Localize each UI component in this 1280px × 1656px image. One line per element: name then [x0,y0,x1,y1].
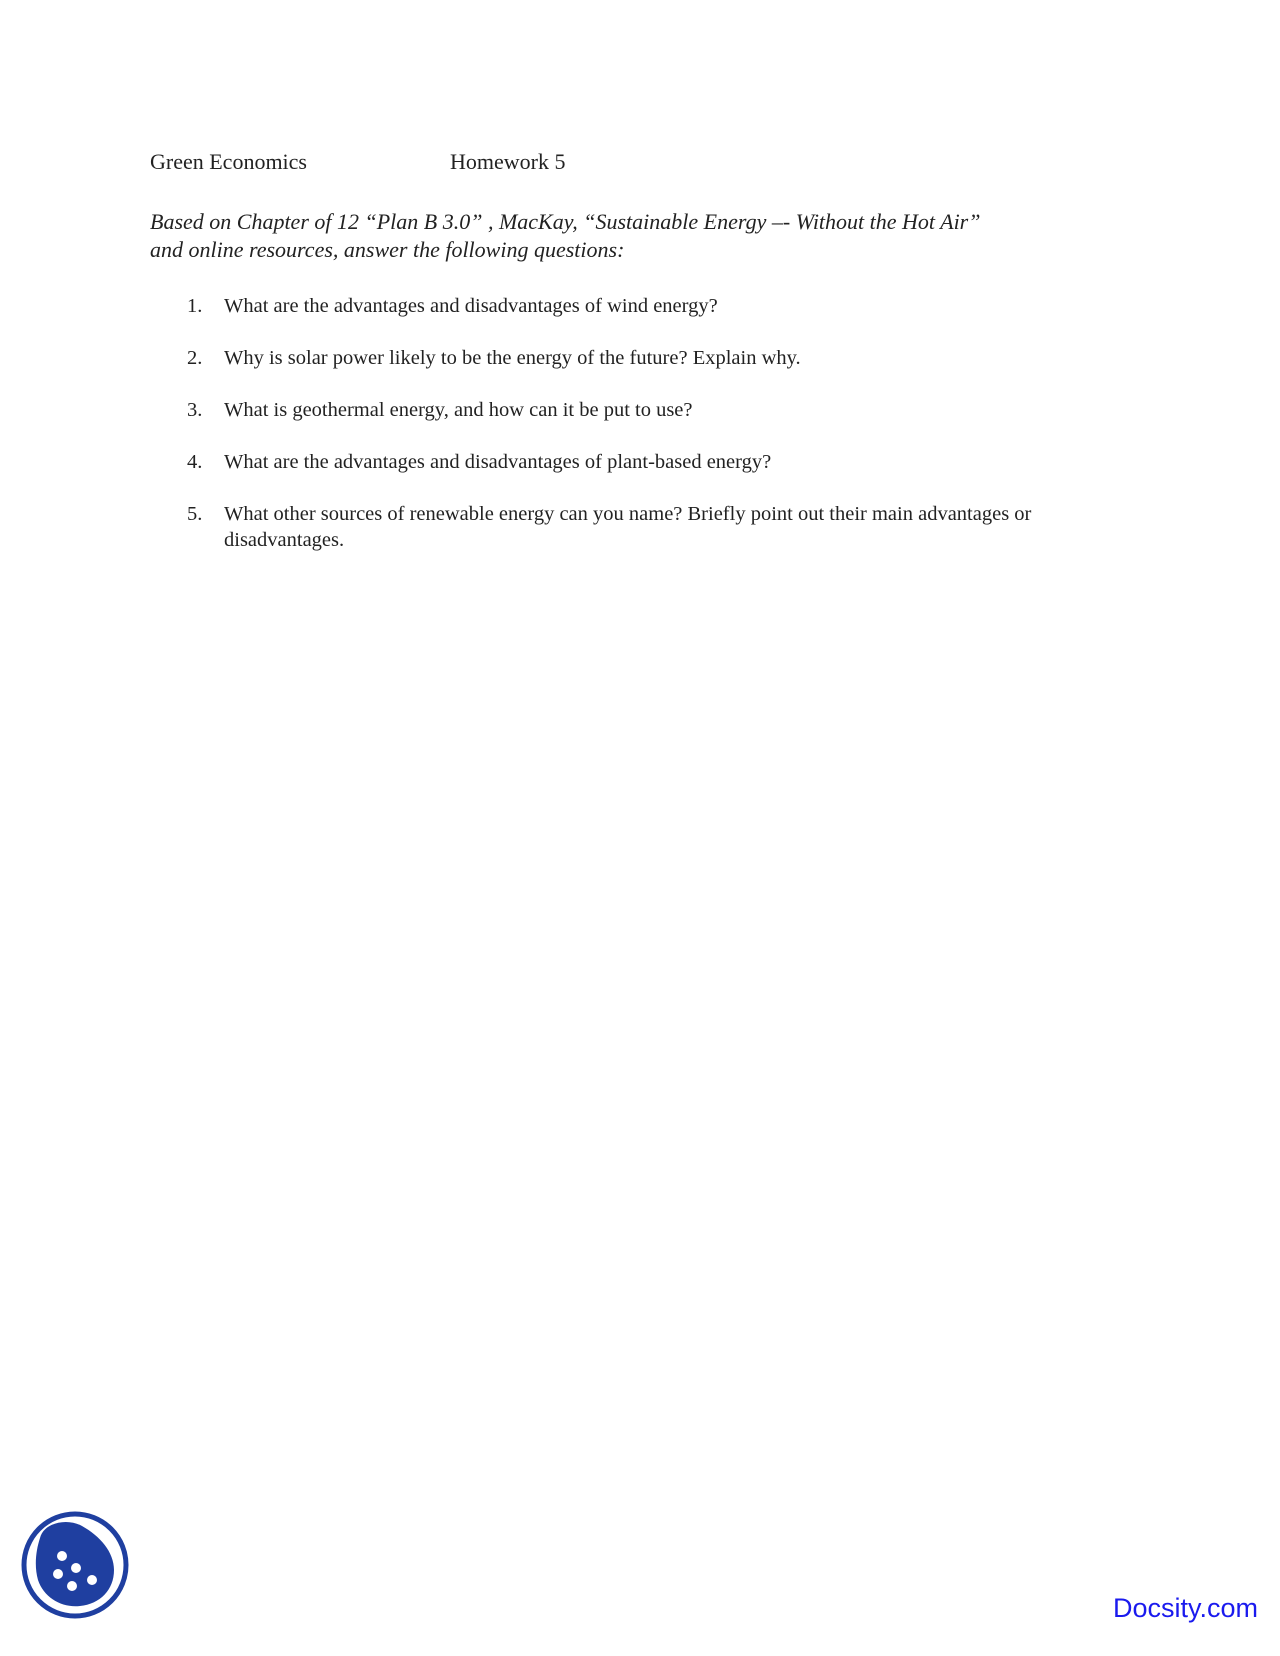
question-number: 2. [187,347,203,369]
question-number: 5. [187,503,203,525]
assignment-title: Homework 5 [450,149,566,174]
question-text: Why is solar power likely to be the energy of the future? Explain why. [224,347,801,369]
instructions-line-1: Based on Chapter of 12 “Plan B 3.0” , MacKay, “Sustainable Energy –- Without the Hot Air” [150,209,981,234]
instructions [150,208,1130,264]
question-number: 3. [187,399,203,421]
list-item [150,293,1130,319]
docsity-brand-link[interactable]: Docsity.com [1112,1593,1258,1623]
question-list [150,293,1130,579]
question-text: What other sources of renewable energy can you name? Briefly point out their main advantages or disadvantages. [224,503,1032,551]
list-item [150,501,1130,553]
question-text: What are the advantages and disadvantages of wind energy? [224,295,718,317]
question-number: 1. [187,295,203,317]
instructions-line-2: and online resources, answer the following questions: [150,237,625,262]
list-item [150,449,1130,475]
course-title: Green Economics [150,149,307,174]
list-item [150,345,1130,371]
question-text: What is geothermal energy, and how can it be put to use? [224,399,693,421]
list-item [150,397,1130,423]
question-number: 4. [187,451,203,473]
docsity-logo-icon[interactable] [20,1510,130,1620]
question-text: What are the advantages and disadvantages of plant-based energy? [224,451,772,473]
